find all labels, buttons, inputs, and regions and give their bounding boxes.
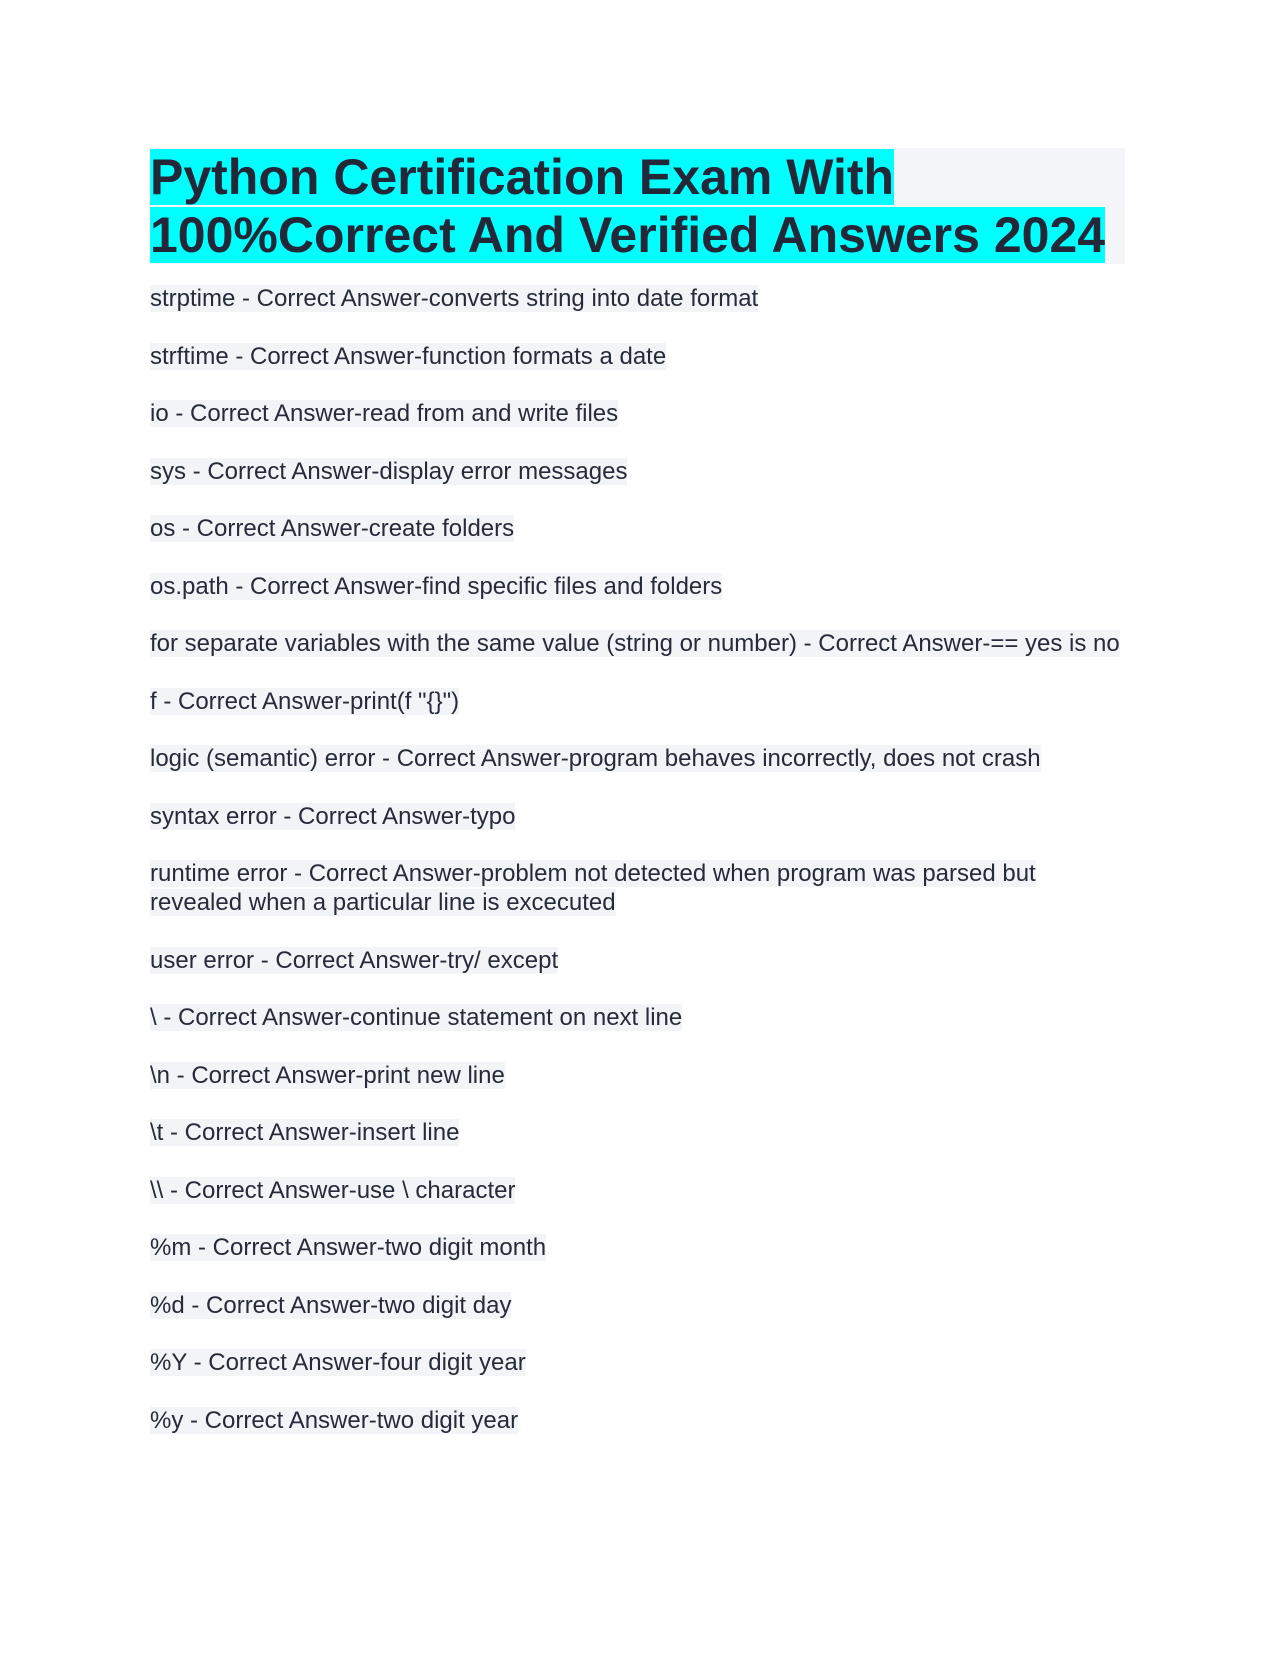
qa-text: \ - Correct Answer-continue statement on next line [150, 1004, 683, 1031]
qa-text: \\ - Correct Answer-use \ character [150, 1176, 516, 1204]
list-item [150, 1233, 1125, 1262]
qa-text: io - Correct Answer-read from and write files [150, 400, 619, 427]
list-item [150, 514, 1125, 543]
title-line-1: Python Certification Exam With [150, 149, 895, 205]
document-page [150, 148, 1125, 1463]
qa-text: strptime - Correct Answer-converts string into date format [150, 285, 759, 312]
qa-text: %d - Correct Answer-two digit day [150, 1291, 512, 1319]
qa-text: user error - Correct Answer-try/ except [150, 946, 559, 974]
list-item [150, 1003, 1125, 1032]
list-item [150, 859, 1125, 917]
qa-text: f - Correct Answer-print(f "{}") [150, 687, 460, 715]
qa-text: %y - Correct Answer-two digit year [150, 1406, 519, 1434]
list-item [150, 629, 1125, 658]
list-item [150, 802, 1125, 831]
qa-text: for separate variables with the same value (string or number) - Correct Answer-== yes is no [150, 630, 1120, 657]
list-item [150, 1061, 1125, 1090]
list-item [150, 342, 1125, 371]
list-item [150, 399, 1125, 428]
list-item [150, 1176, 1125, 1205]
list-item [150, 1291, 1125, 1320]
qa-text: runtime error - Correct Answer-problem not detected when program was parsed but revealed when a particular line is excecuted [150, 860, 1036, 916]
qa-text: %m - Correct Answer-two digit month [150, 1234, 547, 1261]
list-item [150, 457, 1125, 486]
qa-text: \t - Correct Answer-insert line [150, 1119, 460, 1146]
list-item [150, 1406, 1125, 1435]
qa-text: os.path - Correct Answer-find specific files and folders [150, 572, 723, 600]
list-item [150, 1348, 1125, 1377]
qa-text: os - Correct Answer-create folders [150, 515, 515, 542]
list-item [150, 946, 1125, 975]
qa-list [150, 284, 1125, 1435]
list-item [150, 744, 1125, 773]
list-item [150, 572, 1125, 601]
qa-text: %Y - Correct Answer-four digit year [150, 1349, 526, 1376]
title-line-2: 100%Correct And Verified Answers 2024 [150, 207, 1106, 263]
qa-text: syntax error - Correct Answer-typo [150, 802, 516, 830]
qa-text: strftime - Correct Answer-function formats a date [150, 342, 667, 370]
page-title [150, 148, 1125, 264]
qa-text: sys - Correct Answer-display error messages [150, 457, 628, 485]
list-item [150, 1118, 1125, 1147]
list-item [150, 687, 1125, 716]
qa-text: logic (semantic) error - Correct Answer-program behaves incorrectly, does not crash [150, 745, 1041, 772]
list-item [150, 284, 1125, 313]
qa-text: \n - Correct Answer-print new line [150, 1061, 505, 1089]
title-block [150, 148, 1125, 264]
